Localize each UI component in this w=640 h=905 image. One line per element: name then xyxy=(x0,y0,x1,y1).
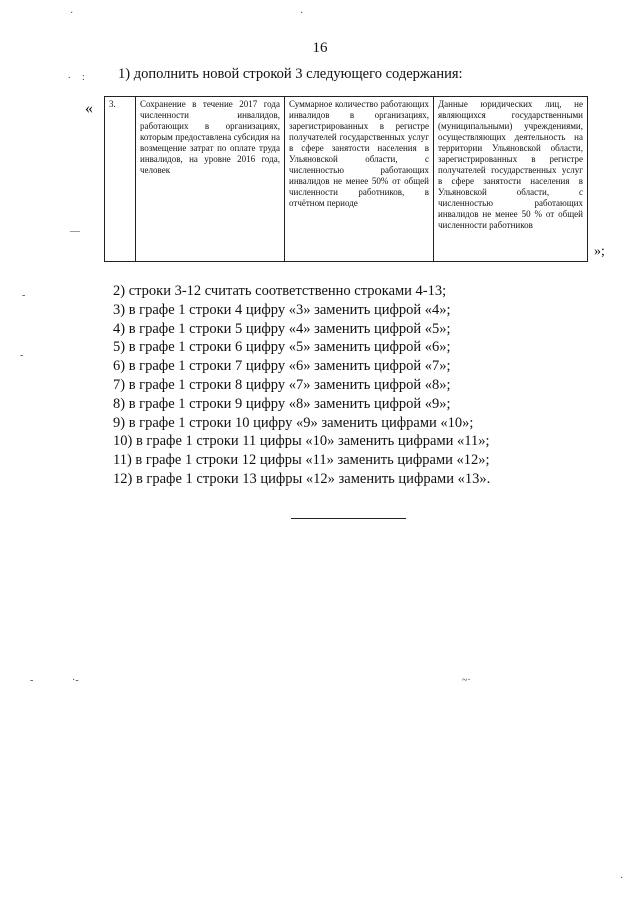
list-item: 5) в графе 1 строки 6 цифру «5» заменить цифрой «6»; xyxy=(113,339,451,356)
scan-speck: - xyxy=(20,350,24,361)
list-item: 2) строки 3-12 считать соответственно строками 4-13; xyxy=(113,283,447,299)
scan-speck: . xyxy=(68,70,71,81)
intro-paragraph: 1) дополнить новой строкой 3 следующего содержания: xyxy=(118,66,463,82)
list-item: 3) в графе 1 строки 4 цифру «3» заменить цифрой «4»; xyxy=(113,301,451,318)
scan-speck: · xyxy=(620,873,624,884)
end-rule xyxy=(291,518,406,519)
scan-speck: · xyxy=(70,8,74,19)
calculation-method-cell: Суммарное количество работающих инвалидов в организациях, зарегистрированных в регистре получателей государственных услуг в сфере занятости населения в Ульяновской области, с численностью работающих инвалидов не менее 50% от общей численности работников, в отчётном периоде xyxy=(285,97,434,262)
indicator-cell: Сохранение в течение 2017 года численности инвалидов, работающих в организациях, которым предоставлена субсидия на возмещение затрат по оплате труда инвалидов, на уровне 2016 года, человек xyxy=(136,97,285,262)
list-item: 11) в графе 1 строки 12 цифры «11» заменить цифрами «12»; xyxy=(113,452,490,469)
scan-speck: ~· xyxy=(462,675,471,686)
scan-speck: - xyxy=(30,675,34,686)
list-item: 10) в графе 1 строки 11 цифры «10» заменить цифрами «11»; xyxy=(113,433,490,450)
scan-speck: - xyxy=(22,290,26,301)
list-item: 6) в графе 1 строки 7 цифру «6» заменить цифрой «7»; xyxy=(113,358,451,375)
row-number-cell: 3. xyxy=(105,97,136,262)
list-item: 7) в графе 1 строки 8 цифру «7» заменить цифрой «8»; xyxy=(113,376,451,393)
scan-speck: — xyxy=(70,226,80,237)
page-number: 16 xyxy=(312,40,328,56)
list-item: 12) в графе 1 строки 13 цифры «12» заменить цифрами «13». xyxy=(113,470,491,487)
scan-speck: · xyxy=(300,8,304,19)
table-row xyxy=(105,97,588,262)
data-source-cell: Данные юридических лиц, не являющихся государственными (муниципальными) учреждениями, осуществляющих деятельность на территории Ульяновской области, зарегистрированных в регистре получателей государственных услуг в сфере занятости населения в Ульяновской области, с численностью работающих инвалидов не менее 50 % от общей численности работников xyxy=(434,97,588,262)
open-quote: « xyxy=(85,100,93,117)
inserted-row-table xyxy=(104,96,588,262)
list-item: 4) в графе 1 строки 5 цифру «4» заменить цифрой «5»; xyxy=(113,320,451,337)
list-item: 9) в графе 1 строки 10 цифру «9» заменить цифрами «10»; xyxy=(113,414,474,431)
list-item: 8) в графе 1 строки 9 цифру «8» заменить цифрой «9»; xyxy=(113,395,451,412)
close-quote: »; xyxy=(594,244,605,259)
scan-speck: ·- xyxy=(72,675,79,686)
scan-speck: : xyxy=(82,72,85,83)
amendment-list xyxy=(113,282,490,489)
